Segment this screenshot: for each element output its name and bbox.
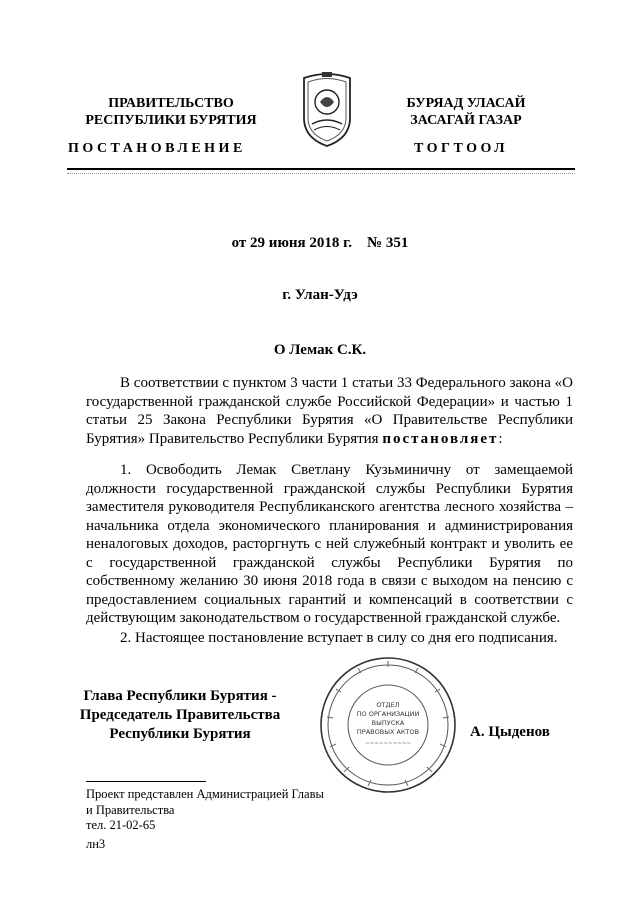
coat-of-arms-emblem [296, 68, 358, 150]
footer-line1: Проект представлен Администрацией Главы [86, 787, 324, 801]
header-left-block [66, 95, 276, 129]
footer-rule [86, 781, 206, 782]
item-1-paragraph [86, 461, 573, 628]
header-left-line2: РЕСПУБЛИКИ БУРЯТИЯ [85, 113, 257, 128]
footer-line2: и Правительства [86, 802, 175, 817]
position-line2: Председатель Правительства [79, 707, 281, 723]
header-doc-type-bur: ТОГТООЛ [414, 141, 509, 156]
svg-text:ПО ОРГАНИЗАЦИИ: ПО ОРГАНИЗАЦИИ [356, 710, 420, 718]
svg-text:ВЫПУСКА: ВЫПУСКА [371, 719, 405, 727]
city: г. Улан-Удэ [282, 287, 358, 303]
preamble-colon: : [498, 430, 503, 447]
header-right-block [376, 95, 556, 129]
preamble-paragraph [86, 374, 573, 448]
svg-text:~~~~~~~~~~: ~~~~~~~~~~ [364, 741, 412, 747]
footer-line3: тел. 21-02-65 [86, 818, 156, 832]
official-stamp-seal [318, 655, 458, 795]
signatory-position [66, 687, 294, 744]
svg-text:ПРАВОВЫХ АКТОВ: ПРАВОВЫХ АКТОВ [356, 728, 420, 736]
footer-code: лн3 [86, 837, 106, 851]
document-title: О Лемак С.К. [273, 342, 367, 358]
header-rule [67, 168, 575, 170]
position-line1: Глава Республики Бурятия - [83, 688, 277, 704]
signatory-name: А. Цыденов [470, 724, 550, 740]
header-right-line2: ЗАСАГАЙ ГАЗАР [410, 113, 522, 128]
header-left-line1: ПРАВИТЕЛЬСТВО [108, 96, 234, 111]
item-2-paragraph [86, 629, 573, 648]
position-line3: Республики Бурятия [109, 726, 251, 742]
header-right-line1: БУРЯАД УЛАСАЙ [406, 96, 526, 111]
item-2-text: 2. Настоящее постановление вступает в силу со дня его подписания. [120, 630, 558, 646]
svg-text:ОТДЕЛ: ОТДЕЛ [376, 701, 400, 709]
header-doc-type-ru: ПОСТАНОВЛЕНИЕ [68, 141, 246, 156]
preamble-resolution-word: постановляет [382, 430, 499, 447]
footer-note [86, 787, 324, 834]
item-1-text: 1. Освободить Лемак Светлану Кузьминичну от замещаемой должности государственной гражданской службы Республики Бурятия заместителя руководителя Республиканского агентства лесного хозяйства – начальника отдела экономического планирования и администрирования неналоговых доходов, расторгнуть с ней служебный контракт и уволить ее с государственной гражданской службы Республики Бурятия по собственному желанию 30 июня 2018 года в связи с выходом на пенсию с предоставлением социальных гарантий и компенсаций в соответствии с действующим законодательством о государственной гражданской службе. [86, 462, 573, 626]
date-and-number: от 29 июня 2018 г. № 351 [231, 235, 409, 251]
preamble-text: В соответствии с пунктом 3 части 1 статьи 33 Федерального закона «О государственной гражданской службе Российской Федерации» и частью 1 статьи 25 Закона Республики Бурятия «О Правительстве Республики Бурятия» Правительство Республики Бурятия [86, 375, 573, 447]
header-dotted-rule [67, 173, 575, 174]
